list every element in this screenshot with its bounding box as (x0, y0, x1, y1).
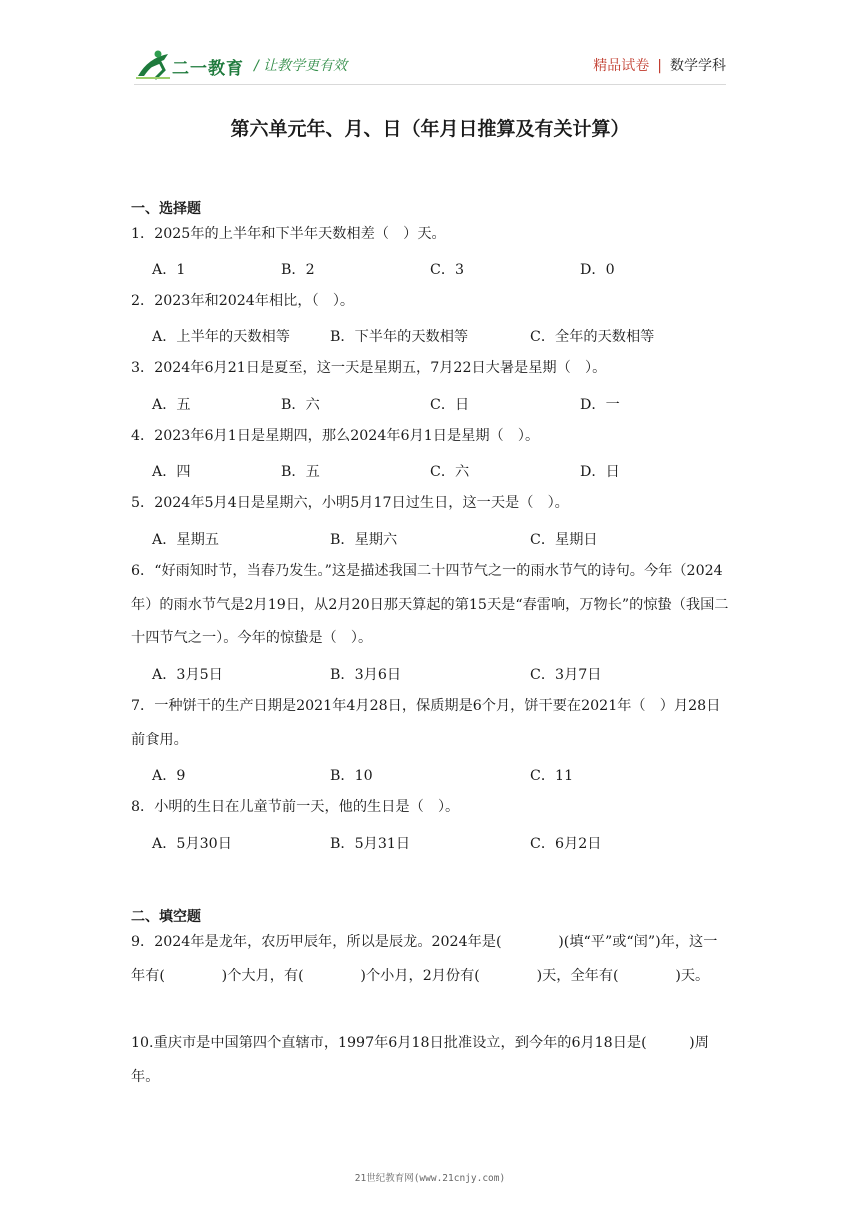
option: B．六 (281, 397, 320, 413)
question-1: 1．2025年的上半年和下半年天数相差（ ）天。 (131, 226, 446, 242)
slogan: / 让教学更有效 (254, 58, 348, 74)
option: C．全年的天数相等 (530, 329, 655, 345)
question-7: 7．一种饼干的生产日期是2021年4月28日，保质期是6个月，饼干要在2021年（ ）月28日前食用。 (131, 698, 721, 748)
label-premium-paper: 精品试卷 (593, 58, 650, 74)
option: B．下半年的天数相等 (330, 329, 469, 345)
question-2: 2．2023年和2024年相比，（ ）。 (131, 293, 355, 309)
option: A．星期五 (152, 532, 219, 548)
option: C．6月2日 (530, 836, 602, 852)
option: D．日 (580, 464, 620, 480)
label-subject: 数学学科 (670, 58, 726, 74)
section-heading-choice: 一、选择题 (131, 201, 201, 217)
option: D．一 (580, 397, 620, 413)
option: B．2 (281, 262, 315, 278)
option: B．3月6日 (330, 667, 402, 683)
question-5: 5．2024年5月4日是星期六，小明5月17日过生日，这一天是（ ）。 (131, 495, 569, 511)
option: A．四 (152, 464, 191, 480)
option: C．星期日 (530, 532, 598, 548)
option: C．3月7日 (530, 667, 602, 683)
option: B．5月31日 (330, 836, 411, 852)
option: C．六 (430, 464, 470, 480)
header-right (593, 55, 726, 75)
option: B．五 (281, 464, 320, 480)
question-4: 4．2023年6月1日是星期四，那么2024年6月1日是星期（ ）。 (131, 428, 540, 444)
header-separator: | (657, 58, 662, 74)
question-10: 10.重庆市是中国第四个直辖市，1997年6月18日批准设立，到今年的6月18日是( )周年。 (131, 1035, 709, 1085)
option: B．10 (330, 768, 373, 784)
option: A．9 (152, 768, 186, 784)
question-3: 3．2024年6月21日是夏至，这一天是星期五，7月22日大暑是星期（ ）。 (131, 360, 607, 376)
question-8: 8．小明的生日在儿童节前一天，他的生日是（ ）。 (131, 799, 460, 815)
option: A．五 (152, 397, 191, 413)
option: C．11 (530, 768, 574, 784)
option: C．3 (430, 262, 465, 278)
question-9: 9．2024年是龙年，农历甲辰年，所以是辰龙。2024年是( )(填“平”或“闰”)年，这一年有( )个大月，有( )个小月，2月份有( )天，全年有( )天。 (131, 934, 718, 984)
section-heading-fill: 二、填空题 (131, 909, 201, 925)
option: C．日 (430, 397, 470, 413)
header-divider (134, 84, 726, 85)
option: A．5月30日 (152, 836, 232, 852)
page-header (0, 0, 860, 92)
option: A．3月5日 (152, 667, 223, 683)
logo-text: 二一教育 (172, 59, 244, 79)
option: A．上半年的天数相等 (152, 329, 290, 345)
question-6: 6．“好雨知时节，当春乃发生。”这是描述我国二十四节气之一的雨水节气的诗句。今年（2024年）的雨水节气是2月19日，从2月20日那天算起的第15天是“春雷响，万物长”的惊蛰（我国二十四节气之一）。今年的惊蛰是（ ）。 (131, 563, 729, 646)
page-title: 第六单元年、月、日（年月日推算及有关计算） (230, 118, 630, 140)
option: D．0 (580, 262, 615, 278)
option: B．星期六 (330, 532, 398, 548)
option: A．1 (152, 262, 186, 278)
page-footer: 21世纪教育网(www.21cnjy.com) (354, 1173, 506, 1184)
